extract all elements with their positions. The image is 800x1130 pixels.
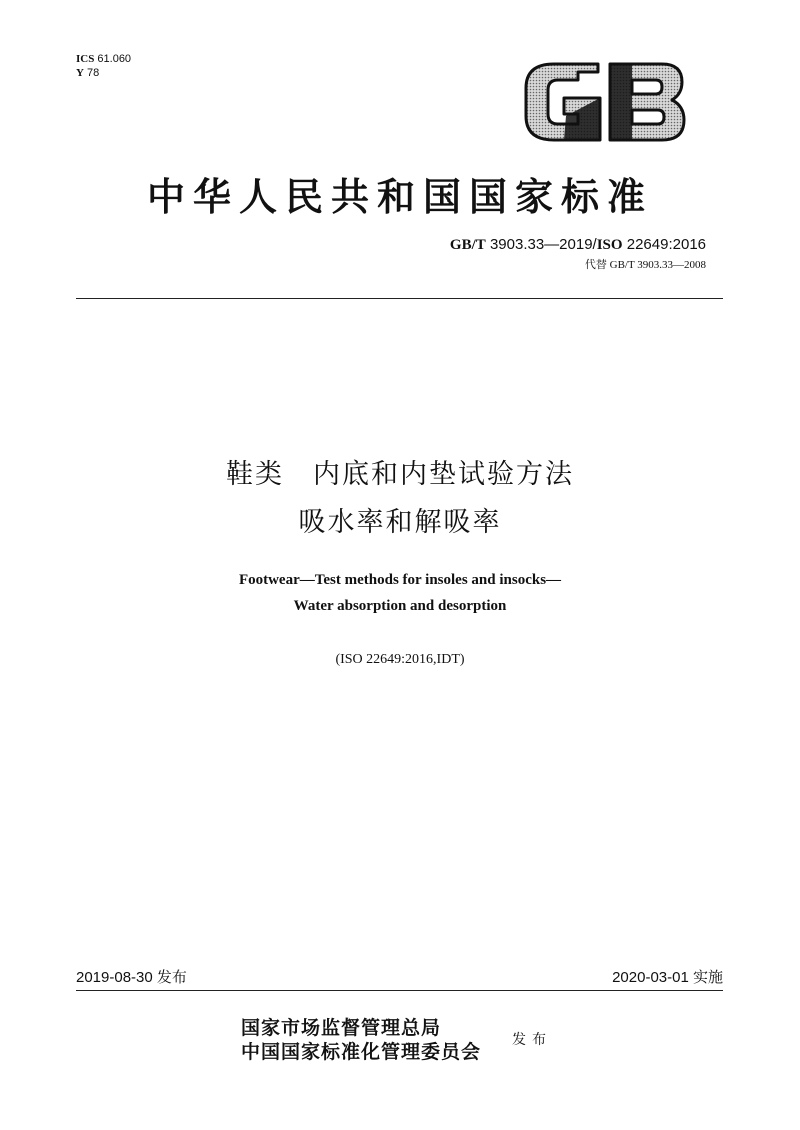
number-main: 3903.33—2019/ bbox=[489, 236, 597, 253]
title-zh-line1: 鞋类 内底和内垫试验方法 bbox=[226, 459, 574, 490]
class-line bbox=[76, 66, 131, 80]
number-prefix: GB/T bbox=[449, 237, 486, 253]
ics-line bbox=[76, 52, 131, 66]
iso-prefix: ISO bbox=[596, 237, 623, 253]
issuing-authorities bbox=[241, 1016, 481, 1064]
header-divider bbox=[76, 298, 723, 299]
title-en-line1: Footwear—Test methods for insoles and insocks— bbox=[238, 572, 562, 588]
gb-logo bbox=[520, 58, 688, 146]
title-zh-line2: 吸水率和解吸率 bbox=[298, 507, 502, 538]
footer-divider bbox=[76, 990, 723, 991]
iso-number: 22649:2016 bbox=[626, 236, 706, 253]
issuer-samr: 国家市场监督管理总局 bbox=[241, 1017, 442, 1039]
publish-date: 2019-08-30 发布 bbox=[76, 969, 187, 986]
issue-label: 发布 bbox=[512, 1032, 552, 1048]
ics-label: ICS bbox=[76, 53, 95, 65]
class-label: Y bbox=[76, 67, 84, 79]
classification-block bbox=[76, 52, 131, 80]
standard-number bbox=[450, 236, 706, 254]
replaces-note: 代替 GB/T 3903.33—2008 bbox=[584, 259, 706, 271]
title-en-line2: Water absorption and desorption bbox=[293, 598, 507, 614]
iso-reference: (ISO 22649:2016,IDT) bbox=[335, 652, 465, 667]
implement-date: 2020-03-01 实施 bbox=[612, 969, 723, 986]
national-standard-title: 中华人民共和国国家标准 bbox=[146, 174, 653, 219]
class-value: 78 bbox=[87, 67, 100, 79]
issuer-sac: 中国国家标准化管理委员会 bbox=[241, 1041, 482, 1063]
ics-value: 61.060 bbox=[97, 53, 132, 65]
